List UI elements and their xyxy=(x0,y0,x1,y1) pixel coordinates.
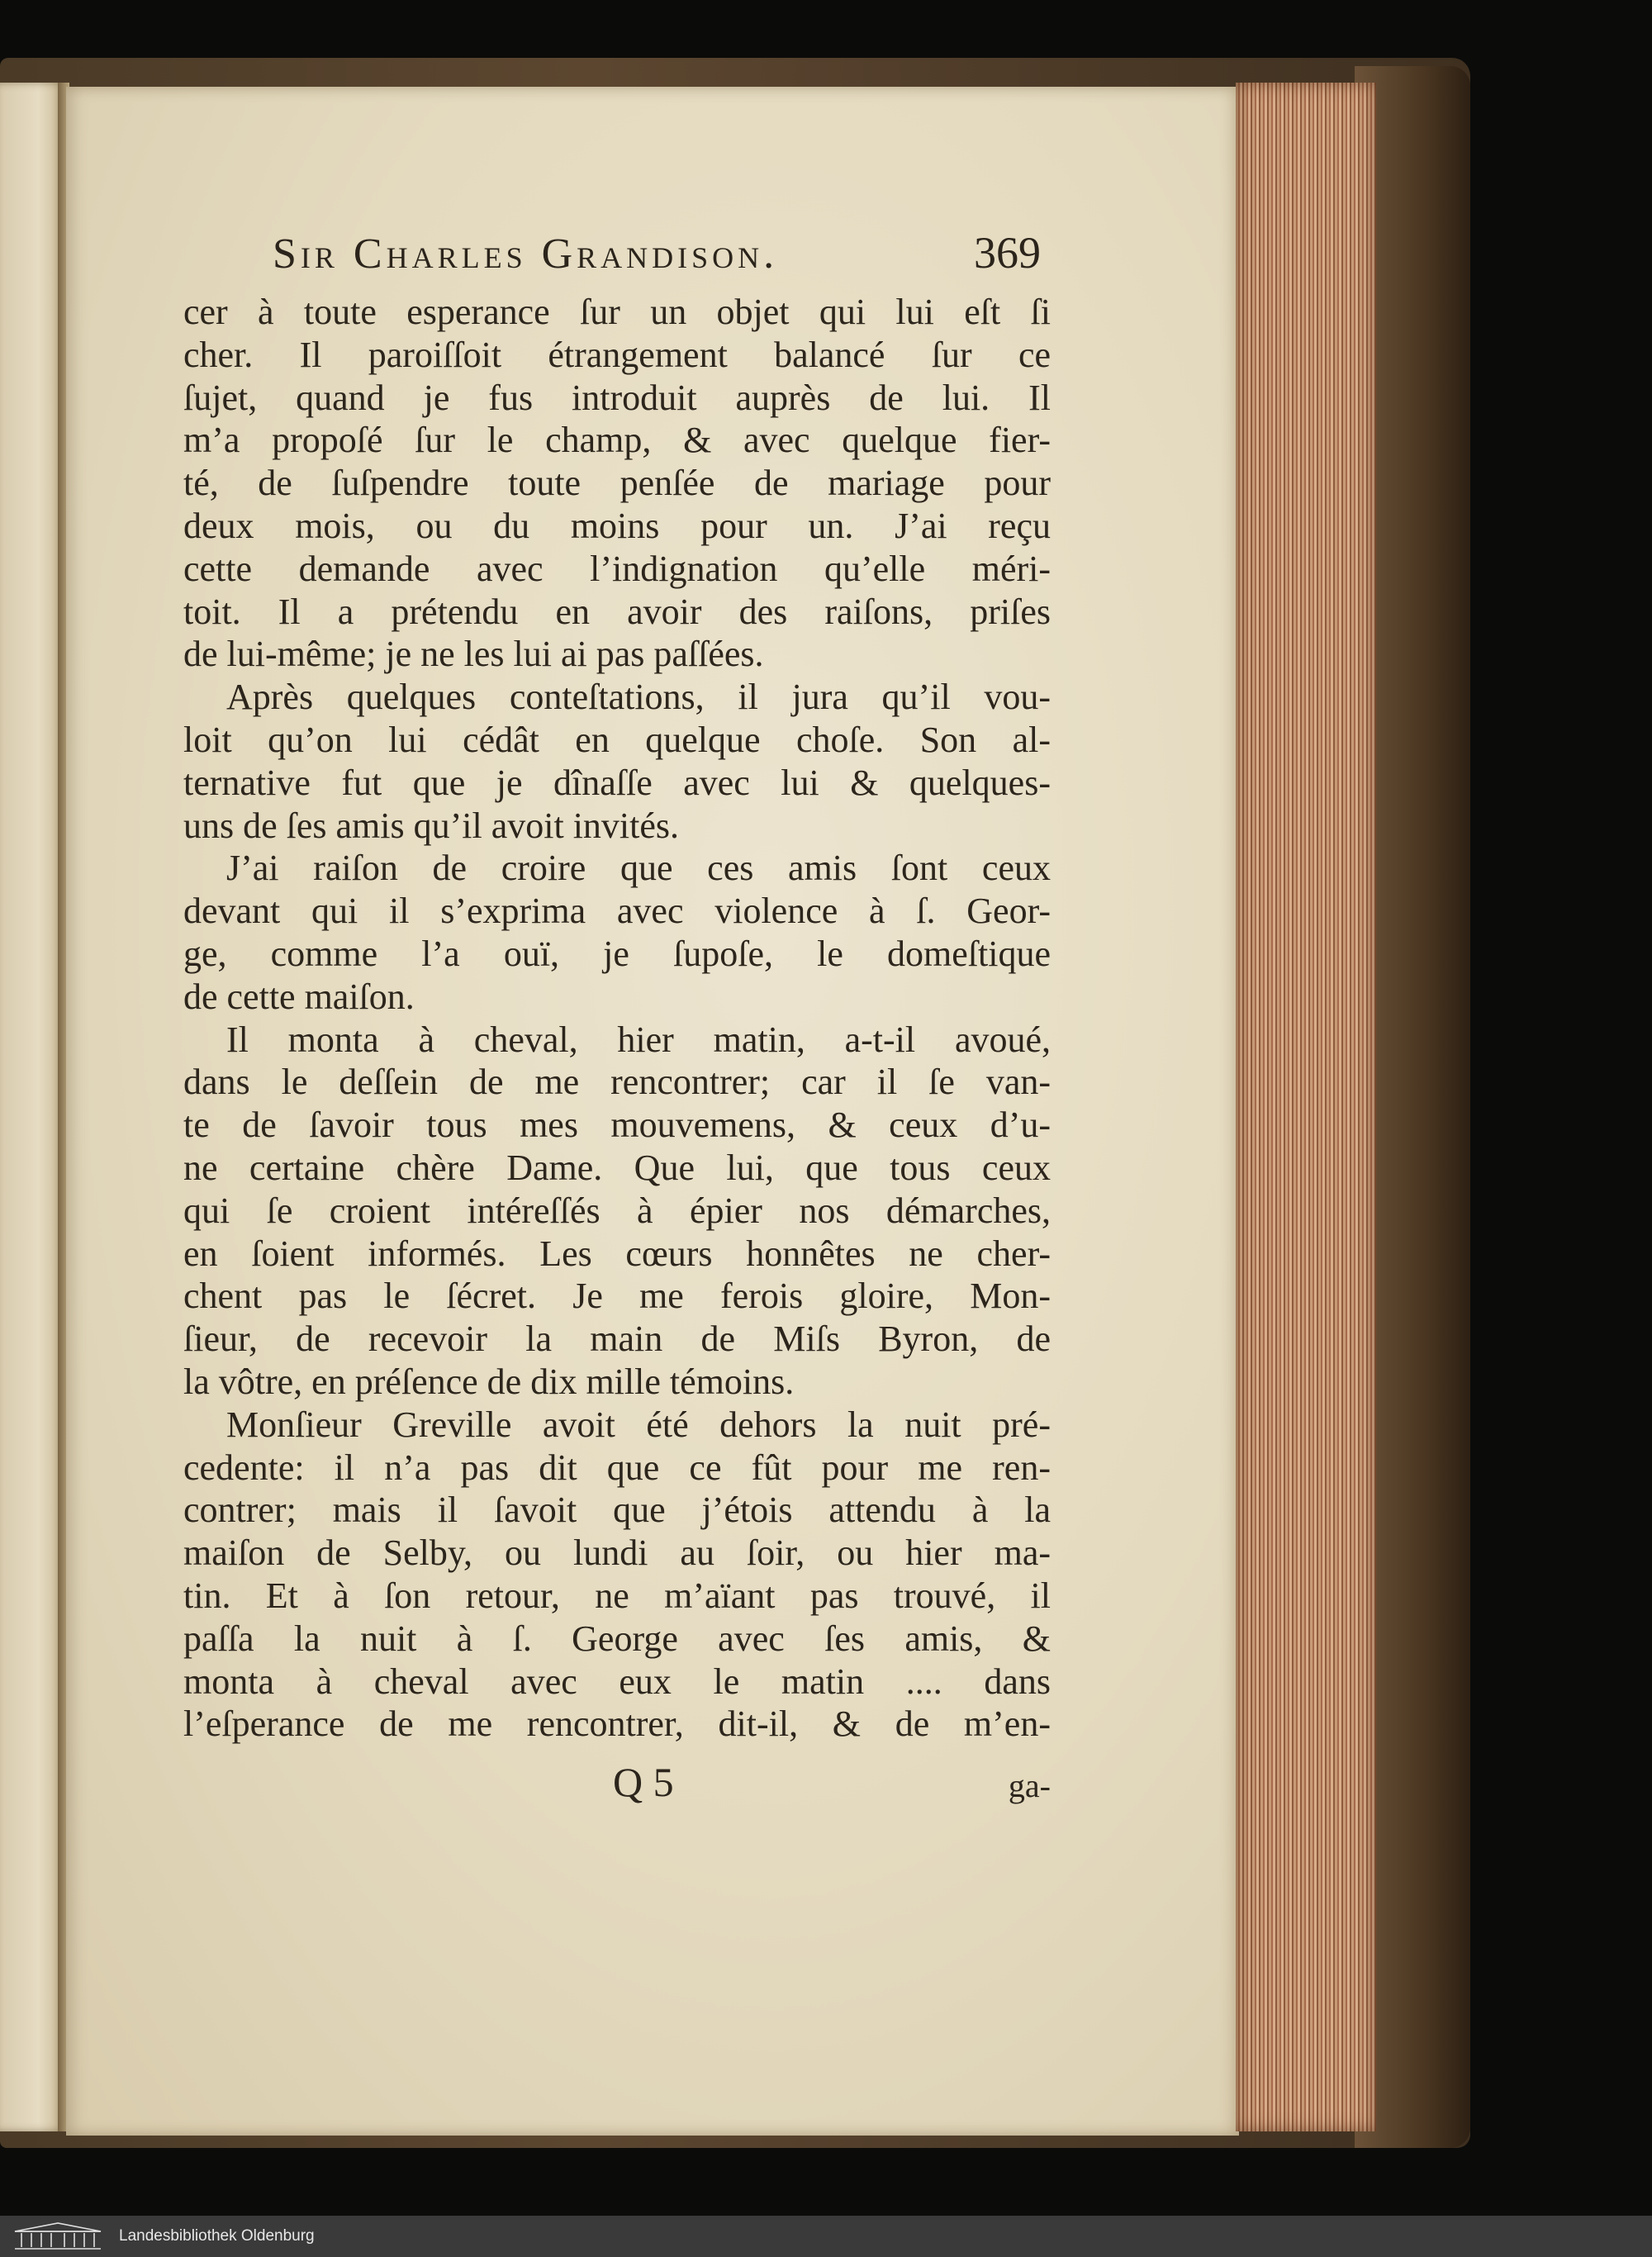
library-footer xyxy=(0,2216,1652,2257)
text-line: deux mois, ou du moins pour un. J’ai reçu xyxy=(183,505,1051,546)
text-line: uns de ſes amis qu’il avoit invités. xyxy=(183,805,680,846)
catchword: ga- xyxy=(1008,1767,1051,1804)
page-number: 369 xyxy=(974,228,1041,278)
text-line: J’ai raiſon de croire que ces amis ſont ceux xyxy=(226,848,1051,889)
text-line: ternative fut que je dînaſſe avec lui & quelques- xyxy=(183,762,1051,803)
library-building-icon xyxy=(12,2221,104,2251)
text-line: l’eſperance de me rencontrer, dit-il, & de m’en- xyxy=(183,1703,1051,1745)
text-line: ge, comme l’a ouï, je ſupoſe, le domeſtique xyxy=(183,933,1051,974)
text-line: ne certaine chère Dame. Que lui, que tous ceux xyxy=(183,1147,1051,1188)
text-line: cette demande avec l’indignation qu’elle méri- xyxy=(183,548,1051,589)
text-line: la vôtre, en préſence de dix mille témoins. xyxy=(183,1361,795,1402)
running-title: Sir Charles Grandison. xyxy=(273,230,779,278)
text-line: monta à cheval avec eux le matin .... dans xyxy=(183,1661,1051,1702)
text-line: té, de ſuſpendre toute penſée de mariage pour xyxy=(183,463,1051,504)
text-line: Il monta à cheval, hier matin, a-t-il avoué, xyxy=(226,1019,1051,1060)
text-line: tin. Et à ſon retour, ne m’aïant pas trouvé, il xyxy=(183,1575,1051,1616)
text-line: devant qui il s’exprima avec violence à ſ. Geor- xyxy=(183,891,1051,932)
page-foot xyxy=(183,1758,1051,1808)
library-name: Landesbibliothek Oldenburg xyxy=(119,2227,315,2245)
text-line: cedente: il n’a pas dit que ce fût pour me ren- xyxy=(183,1447,1051,1488)
text-line: dans le deſſein de me rencontrer; car il ſe van- xyxy=(183,1062,1051,1103)
fore-edge xyxy=(1236,83,1376,2131)
text-line: loit qu’on lui cédât en quelque choſe. Son al- xyxy=(183,719,1051,760)
text-line: cer à toute esperance ſur un objet qui lui eſt ſi xyxy=(183,292,1051,332)
text-line: toit. Il a prétendu en avoir des raiſons, priſes xyxy=(183,591,1051,632)
text-line: maiſon de Selby, ou lundi au ſoir, ou hier ma- xyxy=(183,1532,1051,1574)
text-line: ſieur, de recevoir la main de Miſs Byron, de xyxy=(183,1319,1051,1360)
text-line: ſujet, quand je fus introduit auprès de lui. Il xyxy=(183,377,1051,418)
facing-page-edge xyxy=(0,83,64,2131)
text-line: m’a propoſé ſur le champ, & avec quelque fier- xyxy=(183,420,1051,461)
body-text xyxy=(183,291,1051,1746)
running-head xyxy=(273,227,1041,278)
text-line: de lui-même; je ne les lui ai pas paſſées. xyxy=(183,634,764,675)
text-line: qui ſe croient intéreſſés à épier nos démarches, xyxy=(183,1190,1051,1231)
signature-mark: Q 5 xyxy=(613,1759,674,1805)
text-line: Après quelques conteſtations, il jura qu’il vou- xyxy=(226,677,1051,718)
text-line: contrer; mais il ſavoit que j’étois attendu à la xyxy=(183,1490,1051,1531)
text-line: de cette maiſon. xyxy=(183,976,415,1017)
text-line: Monſieur Greville avoit été dehors la nuit pré- xyxy=(226,1404,1051,1445)
text-line: te de ſavoir tous mes mouvemens, & ceux d’u- xyxy=(183,1105,1051,1146)
text-line: cher. Il paroiſſoit étrangement balancé ſur ce xyxy=(183,334,1051,375)
text-line: en ſoient informés. Les cœurs honnêtes ne cher- xyxy=(183,1233,1051,1274)
text-line: paſſa la nuit à ſ. George avec ſes amis, & xyxy=(183,1618,1051,1659)
text-line: chent pas le ſécret. Je me ferois gloire, Mon- xyxy=(183,1276,1051,1317)
